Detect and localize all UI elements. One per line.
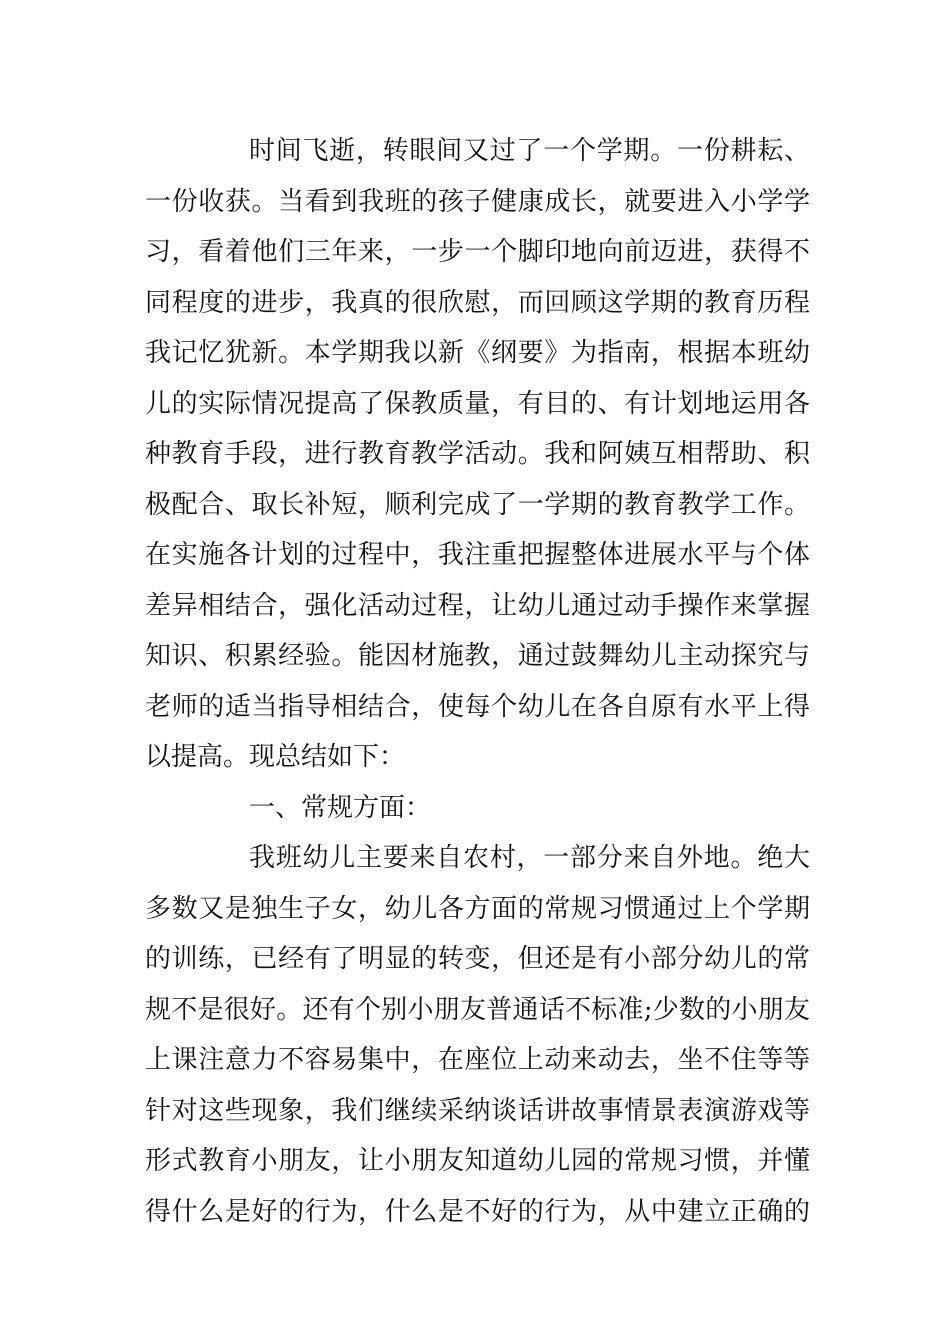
text-line: 形式教育小朋友，让小朋友知道幼儿园的常规习惯，并懂 bbox=[145, 1146, 810, 1176]
text-line: 差异相结合，强化活动过程，让幼儿通过动手操作来掌握 bbox=[145, 590, 810, 621]
text-line: 上课注意力不容易集中，在座位上动来动去，坐不住等等 bbox=[145, 1045, 810, 1075]
text-line: 我班幼儿主要来自农村，一部分来自外地。绝大 bbox=[249, 843, 810, 873]
text-line: 种教育手段，进行教育教学活动。我和阿姨互相帮助、积 bbox=[145, 439, 810, 469]
section-heading: 一、常规方面： bbox=[249, 792, 432, 823]
text-line: 儿的实际情况提高了保教质量，有目的、有计划地运用各 bbox=[145, 388, 810, 419]
section-heading-routine bbox=[145, 783, 810, 834]
text-line: 以提高。现总结如下： bbox=[145, 742, 406, 772]
text-line: 规不是很好。还有个别小朋友普通话不标准;少数的小朋友 bbox=[145, 994, 810, 1025]
text-line: 的训练，已经有了明显的转变，但还是有小部分幼儿的常 bbox=[145, 944, 810, 974]
text-line: 在实施各计划的过程中，我注重把握整体进展水平与个体 bbox=[145, 540, 810, 570]
text-line: 习，看着他们三年来，一步一个脚印地向前迈进，获得不 bbox=[145, 237, 810, 267]
document-body bbox=[145, 126, 810, 1237]
text-line: 极配合、取长补短，顺利完成了一学期的教育教学工作。 bbox=[145, 489, 810, 520]
text-line: 多数又是独生子女，幼儿各方面的常规习惯通过上个学期 bbox=[145, 893, 810, 924]
text-line: 一份收获。当看到我班的孩子健康成长，就要进入小学学 bbox=[145, 186, 810, 217]
paragraph-intro bbox=[145, 126, 810, 783]
text-line: 时间飞逝，转眼间又过了一个学期。一份耕耘、 bbox=[249, 136, 810, 166]
text-line: 知识、积累经验。能因材施教，通过鼓舞幼儿主动探究与 bbox=[145, 641, 810, 671]
text-line: 我记忆犹新。本学期我以新《纲要》为指南，根据本班幼 bbox=[145, 338, 810, 368]
paragraph-routine bbox=[145, 833, 810, 1237]
text-line: 得什么是好的行为，什么是不好的行为，从中建立正确的 bbox=[145, 1196, 810, 1227]
text-line: 针对这些现象，我们继续采纳谈话讲故事情景表演游戏等 bbox=[145, 1095, 810, 1126]
text-line: 同程度的进步，我真的很欣慰，而回顾这学期的教育历程 bbox=[145, 287, 810, 318]
text-line: 老师的适当指导相结合，使每个幼儿在各自原有水平上得 bbox=[145, 691, 810, 722]
